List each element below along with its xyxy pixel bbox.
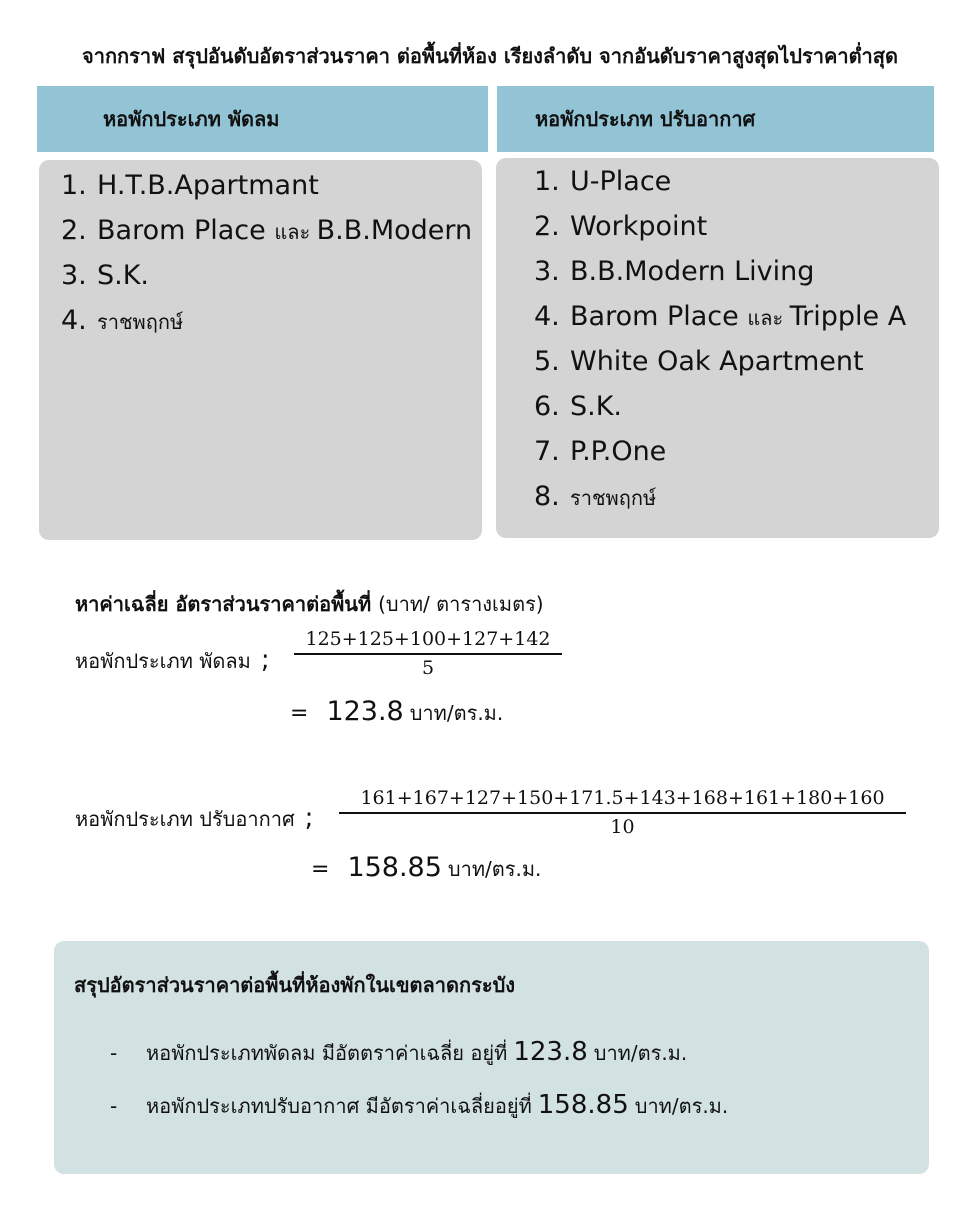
list-item-name (97, 170, 319, 201)
list-item-number: 2. (61, 215, 87, 246)
list-item (61, 260, 482, 305)
list-item-name-part: Barom Place (97, 215, 275, 246)
list-item-name-part: ราชพฤกษ์ (97, 310, 184, 334)
list-item (534, 436, 939, 481)
list-item-number: 1. (534, 166, 560, 197)
average-heading-unit: (บาท/ ตารางเมตร) (378, 592, 544, 616)
aircon-result-equals: = (311, 857, 330, 882)
list-item (61, 305, 482, 350)
list-item-name-part: H.T.B.Apartmant (97, 170, 319, 201)
list-item-name (570, 211, 707, 242)
summary-item-text: หอพักประเภทพัดลม มีอัตตราค่าเฉลี่ย อยู่ที่ (146, 1041, 508, 1065)
fan-result-unit: บาท/ตร.ม. (409, 701, 504, 725)
list-item-name (570, 301, 906, 334)
summary-item-value: 158.85 (537, 1090, 629, 1120)
list-item-number: 3. (61, 260, 87, 291)
summary-item-dash: - (110, 1094, 118, 1118)
list-item-name-part: U-Place (570, 166, 672, 197)
fan-ranking-panel (39, 160, 482, 540)
list-item-name-part: B.B.Modern Living (570, 256, 815, 287)
list-item-name-part: S.K. (97, 260, 150, 291)
fan-fraction-numerator: 125+125+100+127+142 (305, 628, 551, 650)
fan-ranking-list (61, 170, 482, 350)
summary-item-fan (110, 1037, 687, 1069)
aircon-fraction-denominator: 10 (610, 816, 635, 838)
list-item-number: 8. (534, 481, 560, 512)
aircon-calc-label (75, 803, 313, 835)
fan-calc-semicolon: ; (260, 645, 270, 675)
list-item-name-part: B.B.Modern (316, 215, 473, 246)
list-item (534, 166, 939, 211)
list-item-name-part: และ (747, 306, 790, 330)
summary-item-text: หอพักประเภทปรับอากาศ มีอัตราค่าเฉลี่ยอยู่ที่ (146, 1094, 532, 1118)
summary-title: สรุปอัตราส่วนราคาต่อพื้นที่ห้องพักในเขตลาดกระบัง (74, 973, 516, 997)
list-item-number: 2. (534, 211, 560, 242)
list-item (61, 215, 482, 260)
fan-result (290, 696, 503, 729)
aircon-calc-label-text: หอพักประเภท ปรับอากาศ (75, 807, 295, 831)
list-item-number: 6. (534, 391, 560, 422)
fan-fraction (294, 628, 562, 679)
page-title: จากกราฟ สรุปอันดับอัตราส่วนราคา ต่อพื้นที่ห้อง เรียงลำดับ จากอันดับราคาสูงสุดไปราคาต่ำสุด (82, 44, 898, 68)
fan-result-value: 123.8 (326, 696, 404, 727)
list-item (534, 256, 939, 301)
list-item-name-part: Tripple A (789, 301, 907, 332)
aircon-result-unit: บาท/ตร.ม. (447, 857, 542, 881)
list-item-name-part: Workpoint (570, 211, 708, 242)
list-item-name-part: S.K. (570, 391, 623, 422)
list-item-name (570, 346, 864, 377)
list-item (61, 170, 482, 215)
aircon-fraction (339, 787, 906, 838)
aircon-ranking-list (534, 166, 939, 526)
aircon-fraction-numerator: 161+167+127+150+171.5+143+168+161+180+160 (360, 787, 885, 809)
aircon-calc-semicolon: ; (304, 803, 314, 833)
list-item-name-part: Barom Place (570, 301, 748, 332)
fan-calc-label-text: หอพักประเภท พัดลม (75, 649, 251, 673)
list-item-name-part: และ (274, 220, 317, 244)
fan-column-header-label: หอพักประเภท พัดลม (103, 107, 280, 131)
fan-fraction-denominator: 5 (421, 657, 435, 679)
fan-fraction-bar (294, 653, 562, 655)
summary-item-value: 123.8 (513, 1037, 588, 1067)
list-item-name (570, 481, 656, 514)
list-item-number: 7. (534, 436, 560, 467)
aircon-result (311, 852, 541, 885)
list-item-number: 4. (61, 305, 87, 336)
fan-calc-label (75, 645, 270, 677)
aircon-fraction-bar (339, 812, 906, 814)
list-item-name-part: ราชพฤกษ์ (570, 486, 657, 510)
list-item-name (97, 260, 149, 291)
summary-item-aircon (110, 1090, 728, 1122)
list-item (534, 346, 939, 391)
fan-column-header (37, 86, 488, 152)
list-item-name-part: P.P.One (570, 436, 667, 467)
list-item-name-part: White Oak Apartment (570, 346, 864, 377)
fan-result-equals: = (290, 701, 309, 726)
summary-item-unit: บาท/ตร.ม. (634, 1094, 729, 1118)
list-item (534, 481, 939, 526)
aircon-result-value: 158.85 (347, 852, 442, 883)
list-item-number: 4. (534, 301, 560, 332)
list-item-name (570, 436, 666, 467)
list-item-name (570, 256, 814, 287)
list-item-name (570, 166, 671, 197)
list-item (534, 211, 939, 256)
list-item-name (97, 305, 183, 338)
aircon-column-header (497, 86, 934, 152)
list-item-name (570, 391, 622, 422)
summary-item-unit: บาท/ตร.ม. (593, 1041, 688, 1065)
aircon-column-header-label: หอพักประเภท ปรับอากาศ (535, 107, 756, 131)
list-item-number: 3. (534, 256, 560, 287)
list-item-number: 5. (534, 346, 560, 377)
list-item (534, 301, 939, 346)
list-item (534, 391, 939, 436)
list-item-name (97, 215, 472, 248)
summary-item-dash: - (110, 1041, 118, 1065)
aircon-ranking-panel (496, 158, 939, 538)
summary-panel (54, 941, 929, 1174)
average-heading (75, 588, 544, 620)
average-heading-text: หาค่าเฉลี่ย อัตราส่วนราคาต่อพื้นที่ (75, 592, 372, 616)
list-item-number: 1. (61, 170, 87, 201)
